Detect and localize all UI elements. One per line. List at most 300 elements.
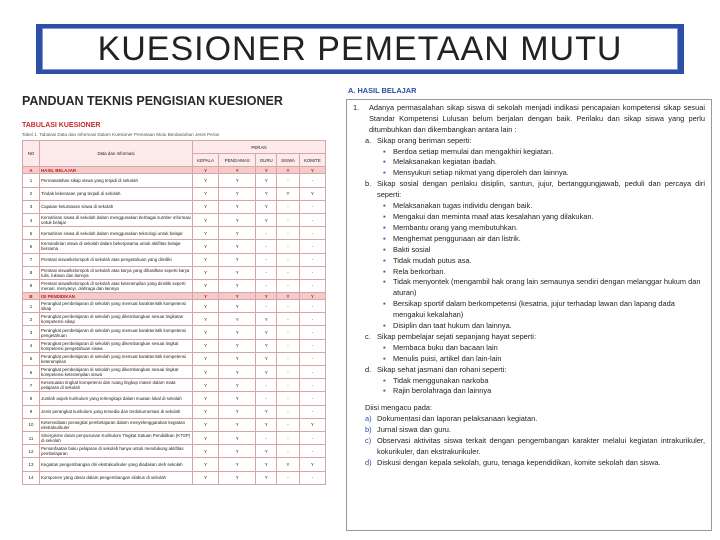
- role-mark: Y: [277, 187, 299, 200]
- role-mark: Y: [193, 326, 219, 339]
- role-mark: Y: [256, 213, 277, 226]
- bullet-text: Melaksanakan kegiatan ibadah.: [393, 157, 497, 167]
- role-mark: Y: [193, 366, 219, 379]
- role-mark: Y: [193, 200, 219, 213]
- role-mark: -: [299, 227, 325, 240]
- row-number: 6: [23, 366, 40, 379]
- row-description: Pemanfaatan buku pelajaran di sekolah hanya untuk mendukung aktifitas pembelajaran: [40, 445, 193, 458]
- table-row: [23, 227, 326, 240]
- role-mark: Y: [256, 471, 277, 484]
- role-mark: -: [256, 431, 277, 444]
- source-text: Diskusi dengan kepala sekolah, guru, tenaga kependidikan, komite sekolah dan siswa.: [377, 457, 661, 467]
- bullet-icon: ▪: [383, 277, 386, 287]
- row-description: Perangkat pembelajaran di sekolah yang memuat karakteristik kompetensi keterampilan: [40, 352, 193, 365]
- role-mark: -: [277, 300, 299, 313]
- bullet-item: [353, 277, 705, 299]
- guidance-box: [346, 99, 712, 531]
- row-description: Jumlah aspek kurikulum yang terlengkapi dalam muatan lokal di sekolah: [40, 392, 193, 405]
- role-mark: Y: [219, 418, 256, 431]
- role-mark: Y: [256, 187, 277, 200]
- row-number: 8: [23, 266, 40, 279]
- role-mark: -: [256, 227, 277, 240]
- role-mark: Y: [277, 167, 299, 174]
- role-mark: -: [277, 266, 299, 279]
- role-mark: -: [299, 266, 325, 279]
- role-mark: Y: [193, 293, 219, 300]
- table-row: [23, 174, 326, 187]
- role-mark: -: [277, 174, 299, 187]
- table-row: [23, 458, 326, 471]
- subsection-title: [353, 136, 705, 147]
- role-mark: -: [277, 227, 299, 240]
- row-number: 9: [23, 279, 40, 292]
- item-intro: [353, 103, 705, 136]
- role-mark: Y: [256, 418, 277, 431]
- source-label: c): [365, 436, 372, 446]
- row-description: Sinergisme dasar penyusunan Kurikulum Tingkat Satuan Pendidikan (KTSP) di sekolah: [40, 431, 193, 444]
- role-mark: Y: [193, 458, 219, 471]
- role-mark: -: [299, 253, 325, 266]
- row-number: 6: [23, 240, 40, 253]
- role-mark: Y: [219, 352, 256, 365]
- row-description: Perangkat pembelajaran di sekolah yang memuat karakteristik kompetensi pengetahuan: [40, 326, 193, 339]
- subsection-title: [353, 332, 705, 343]
- table-row: [23, 339, 326, 352]
- slide-title: KUESIONER PEMETAAN MUTU: [97, 29, 623, 68]
- table-row: [23, 300, 326, 313]
- bullet-text: Rela berkorban.: [393, 266, 446, 276]
- row-description: Prestasi siswa/kelompok di sekolah atas karya yang dihasilkan seperti karya tulis, lukisan dan lainnya: [40, 266, 193, 279]
- source-item: [353, 425, 705, 436]
- bullet-item: [353, 234, 705, 245]
- role-mark: -: [277, 279, 299, 292]
- role-mark: -: [299, 405, 325, 418]
- table-row: [23, 279, 326, 292]
- col-role-header: KEPALA: [193, 154, 219, 167]
- bullet-text: Menghemat penggunaan air dan listrik.: [393, 233, 521, 243]
- col-role-header: PENGAWAS: [219, 154, 256, 167]
- table-row: [23, 266, 326, 279]
- role-mark: -: [299, 213, 325, 226]
- row-number: 4: [23, 339, 40, 352]
- row-description: Jenis perangkat kurikulum yang tersedia dan terdokumentasi di sekolah: [40, 405, 193, 418]
- row-number: 2: [23, 313, 40, 326]
- bullet-item: [353, 256, 705, 267]
- role-mark: -: [277, 445, 299, 458]
- col-role-header: SISWA: [277, 154, 299, 167]
- subsection-text: Sikap orang beriman seperti:: [377, 135, 472, 145]
- role-mark: Y: [193, 392, 219, 405]
- bullet-text: Menulis puisi, artikel dan lain-lain: [393, 353, 502, 363]
- row-number: 9: [23, 405, 40, 418]
- role-mark: Y: [193, 313, 219, 326]
- role-mark: Y: [219, 213, 256, 226]
- row-description: Kemandirian siswa di sekolah dalam bekerjasama untuk aktifitas belajar bersama: [40, 240, 193, 253]
- bullet-item: [353, 267, 705, 278]
- role-mark: Y: [219, 366, 256, 379]
- role-mark: -: [299, 339, 325, 352]
- role-mark: -: [277, 471, 299, 484]
- subsection-text: Sikap sosial dengan perilaku disiplin, santun, jujur, bertanggungjawab, peduli dan percaya diri seperti:: [377, 179, 705, 200]
- bullet-text: Membantu orang yang membutuhkan.: [393, 222, 518, 232]
- bullet-item: [353, 386, 705, 397]
- table-row: [23, 379, 326, 392]
- role-mark: -: [277, 366, 299, 379]
- row-description: HASIL BELAJAR: [40, 167, 193, 174]
- role-mark: Y: [219, 227, 256, 240]
- bullet-icon: ▪: [383, 201, 386, 211]
- section-row: [23, 167, 326, 174]
- row-number: 3: [23, 326, 40, 339]
- role-mark: -: [256, 379, 277, 392]
- row-number: 1: [23, 174, 40, 187]
- sections-list: [353, 136, 705, 398]
- role-mark: -: [277, 213, 299, 226]
- table-row: [23, 471, 326, 484]
- table-row: [23, 313, 326, 326]
- role-mark: Y: [193, 418, 219, 431]
- item-number: 1.: [353, 102, 360, 112]
- role-mark: Y: [299, 187, 325, 200]
- role-mark: Y: [193, 266, 219, 279]
- row-number: 4: [23, 213, 40, 226]
- role-mark: Y: [193, 253, 219, 266]
- role-mark: Y: [219, 200, 256, 213]
- table-row: [23, 418, 326, 431]
- bullet-item: [353, 201, 705, 212]
- bullet-icon: ▪: [383, 386, 386, 396]
- bullet-text: Tidak mudah putus asa.: [393, 255, 472, 265]
- bullet-item: [353, 343, 705, 354]
- table-row: [23, 240, 326, 253]
- role-mark: Y: [219, 339, 256, 352]
- bullet-item: [353, 147, 705, 158]
- role-mark: Y: [219, 167, 256, 174]
- row-description: ISI PENDIDIKAN: [40, 293, 193, 300]
- role-mark: -: [299, 445, 325, 458]
- role-mark: -: [277, 253, 299, 266]
- role-mark: Y: [256, 352, 277, 365]
- role-mark: Y: [193, 213, 219, 226]
- bullet-text: Membaca buku dan bacaan lain: [393, 342, 498, 352]
- bullet-item: [353, 223, 705, 234]
- row-description: Tindak kekerasan yang terjadi di sekolah: [40, 187, 193, 200]
- role-mark: -: [277, 405, 299, 418]
- role-mark: Y: [219, 392, 256, 405]
- table-row: [23, 445, 326, 458]
- role-mark: Y: [193, 174, 219, 187]
- subsection-title: [353, 179, 705, 201]
- table-body: [23, 167, 326, 484]
- role-mark: Y: [193, 167, 219, 174]
- role-mark: Y: [256, 293, 277, 300]
- subsection-text: Sikap pembelajar sejati sepanjang hayat seperti:: [377, 331, 536, 341]
- role-mark: -: [277, 313, 299, 326]
- bullet-text: Mensyukuri setiap nikmat yang diperoleh dan lainnya.: [393, 168, 569, 178]
- role-mark: Y: [193, 240, 219, 253]
- role-mark: Y: [219, 431, 256, 444]
- col-data-header: Data dan Informasi: [40, 141, 193, 167]
- role-mark: Y: [277, 458, 299, 471]
- section-row: [23, 293, 326, 300]
- bullet-icon: ▪: [383, 222, 386, 232]
- table-row: [23, 392, 326, 405]
- bullet-text: Mengakui dan meminta maaf atas kesalahan yang dilakukan.: [393, 211, 594, 221]
- intro-text: Adanya permasalahan sikap siswa di sekolah menjadi indikasi pencapaian kompetensi sikap sesuai Standar Kompetensi Lulusan belum berjalan dengan baik. Perilaku dan sikap siswa yang perlu ditumbuhkan dan dikembangkan antara lain :: [369, 102, 705, 134]
- row-description: Komponen yang dasar dalam pengembangan silabus di sekolah: [40, 471, 193, 484]
- table-row: [23, 405, 326, 418]
- bullet-item: [353, 354, 705, 365]
- row-number: 10: [23, 418, 40, 431]
- role-mark: Y: [219, 253, 256, 266]
- role-mark: -: [256, 300, 277, 313]
- row-description: Permasalahan sikap siswa yang terjadi di sekolah: [40, 174, 193, 187]
- guide-heading: PANDUAN TEKNIS PENGISIAN KUESIONER: [22, 94, 283, 108]
- row-number: 11: [23, 431, 40, 444]
- subsection-label: b.: [365, 179, 372, 189]
- slide-title-frame: [36, 24, 684, 74]
- role-mark: -: [299, 392, 325, 405]
- role-mark: Y: [299, 418, 325, 431]
- bullet-text: Rajin berolahraga dan lainnya: [393, 386, 492, 396]
- bullet-icon: ▪: [383, 233, 386, 243]
- role-mark: -: [277, 240, 299, 253]
- role-mark: Y: [219, 313, 256, 326]
- role-mark: -: [277, 339, 299, 352]
- role-mark: -: [299, 279, 325, 292]
- subsection-label: d.: [365, 364, 372, 374]
- source-item: [353, 414, 705, 425]
- row-description: Perangkat pembelajaran di sekolah yang memuat karakteristik kompetensi sikap: [40, 300, 193, 313]
- row-number: B: [23, 293, 40, 300]
- row-description: Kesesuaian tingkat kompetensi dan ruang lingkup materi dalam mata pelajaran di sekolah: [40, 379, 193, 392]
- role-mark: -: [299, 366, 325, 379]
- role-mark: Y: [193, 431, 219, 444]
- role-mark: -: [299, 200, 325, 213]
- row-number: 8: [23, 392, 40, 405]
- role-mark: -: [299, 174, 325, 187]
- bullet-icon: ▪: [383, 157, 386, 167]
- role-mark: Y: [219, 458, 256, 471]
- col-role-header: GURU: [256, 154, 277, 167]
- role-mark: Y: [219, 379, 256, 392]
- role-mark: Y: [193, 227, 219, 240]
- row-description: Kemahiran siswa di sekolah dalam menggunakan berbagai sumber informasi untuk belajar: [41, 215, 191, 226]
- role-mark: Y: [219, 293, 256, 300]
- table-row: [23, 326, 326, 339]
- bullet-item: [353, 299, 705, 321]
- bullet-icon: ▪: [383, 353, 386, 363]
- subsection-label: c.: [365, 331, 371, 341]
- bullet-icon: ▪: [383, 299, 386, 309]
- role-mark: Y: [219, 279, 256, 292]
- row-number: 1: [23, 300, 40, 313]
- questionnaire-table: [22, 140, 326, 485]
- col-peran-header: PERAN: [193, 141, 326, 154]
- bullet-icon: ▪: [383, 168, 386, 178]
- role-mark: Y: [299, 458, 325, 471]
- role-mark: Y: [299, 167, 325, 174]
- role-mark: -: [277, 431, 299, 444]
- role-mark: Y: [256, 326, 277, 339]
- role-mark: -: [277, 418, 299, 431]
- bullet-text: Tidak menyontek (mengambil hak orang lain semaunya sendiri dengan melanggar hukum dan aturan): [393, 277, 701, 298]
- source-intro: Diisi mengacu pada:: [365, 403, 432, 413]
- bullet-text: Melaksanakan tugas individu dengan baik.: [393, 201, 533, 211]
- row-number: A: [23, 167, 40, 174]
- col-no-header: NO: [23, 141, 40, 167]
- role-mark: Y: [193, 471, 219, 484]
- source-label: d): [365, 457, 372, 467]
- row-description: Perangkat pembelajaran di sekolah yang dikembangkan sesuai tingkat kompetensi pengetahuan siswa: [40, 339, 193, 352]
- bullet-icon: ▪: [383, 146, 386, 156]
- subsection-text: Sikap sehat jasmani dan rohani seperti:: [377, 364, 507, 374]
- role-mark: -: [256, 240, 277, 253]
- row-number: 7: [23, 253, 40, 266]
- role-mark: -: [299, 326, 325, 339]
- role-mark: Y: [219, 405, 256, 418]
- bullet-icon: ▪: [383, 342, 386, 352]
- role-mark: Y: [219, 174, 256, 187]
- role-mark: -: [299, 300, 325, 313]
- bullet-icon: ▪: [383, 375, 386, 385]
- role-mark: Y: [219, 445, 256, 458]
- row-number: 14: [23, 471, 40, 484]
- role-mark: Y: [193, 279, 219, 292]
- row-number: 5: [23, 352, 40, 365]
- role-mark: Y: [219, 187, 256, 200]
- role-mark: Y: [256, 313, 277, 326]
- role-mark: -: [256, 279, 277, 292]
- bullet-icon: ▪: [383, 244, 386, 254]
- role-mark: Y: [256, 366, 277, 379]
- role-mark: -: [299, 379, 325, 392]
- row-description: Prestasi siswa/kelompok di sekolah atas pengetahuan yang dimiliki: [40, 253, 193, 266]
- table-row: [23, 253, 326, 266]
- bullet-icon: ▪: [383, 321, 386, 331]
- role-mark: Y: [256, 174, 277, 187]
- source-text: Dokumentasi dan laporan pelaksanaan kegiatan.: [377, 414, 538, 424]
- role-mark: -: [277, 200, 299, 213]
- bullet-text: Bersikap sportif dalam berkompetensi (kesatria, jujur terhadap lawan dan lapang dada mengakui kekalahan): [393, 299, 675, 320]
- source-text: Jurnal siswa dan guru.: [377, 425, 451, 435]
- table-row: [23, 187, 326, 200]
- role-mark: -: [256, 392, 277, 405]
- row-description: Perangkat pembelajaran di sekolah yang dikembangkan sesuai tingkat kompetensi keterampilan siswa: [40, 366, 193, 379]
- role-mark: -: [277, 326, 299, 339]
- bullet-text: Disiplin dan taat hukum dan lainnya.: [393, 321, 512, 331]
- role-mark: Y: [193, 339, 219, 352]
- role-mark: Y: [256, 167, 277, 174]
- bullet-icon: ▪: [383, 255, 386, 265]
- row-number: 12: [23, 445, 40, 458]
- role-mark: Y: [193, 379, 219, 392]
- bullet-icon: ▪: [383, 211, 386, 221]
- table-row: [23, 352, 326, 365]
- role-mark: Y: [219, 240, 256, 253]
- role-mark: Y: [256, 445, 277, 458]
- role-mark: -: [256, 253, 277, 266]
- row-number: 3: [23, 200, 40, 213]
- table-caption: Tabel 1. Tabulasi Data dan Informasi Dalam Kuesioner Pemetaan Mutu Berdasarkan Jenis Peran: [22, 132, 220, 137]
- role-mark: -: [277, 352, 299, 365]
- row-description: Kegiatan pengembangan diri ekstrakurikuler yang diadakan oleh sekolah: [40, 458, 193, 471]
- source-label: a): [365, 414, 372, 424]
- role-mark: Y: [219, 300, 256, 313]
- bullet-item: [353, 321, 705, 332]
- right-panel: [346, 86, 712, 536]
- row-description: Ketersediaan perangkat pembelajaran dalam menyelenggarakan kegiatan ekstrakurikuler: [40, 418, 193, 431]
- subsection-label: a.: [365, 135, 372, 145]
- source-item: [353, 436, 705, 458]
- role-mark: Y: [193, 445, 219, 458]
- row-description: Capaian ketuntasan siswa di sekolah: [40, 200, 193, 213]
- role-mark: Y: [256, 405, 277, 418]
- role-mark: -: [299, 313, 325, 326]
- role-mark: Y: [219, 471, 256, 484]
- bullet-item: [353, 157, 705, 168]
- role-mark: -: [299, 471, 325, 484]
- source-label: b): [365, 425, 372, 435]
- bullet-text: Tidak menggunakan narkoba: [393, 375, 489, 385]
- source-text: Observasi aktivitas siswa terkait dengan pengembangan karakter melalui kegiatan intrakurikuler, kokurikuler, dan ekstrakurikuler.: [377, 436, 705, 456]
- row-number: 5: [23, 227, 40, 240]
- role-mark: Y: [193, 187, 219, 200]
- row-description: Kemahiran siswa di sekolah dalam menggunakan teknologi untuk belajar: [40, 227, 193, 240]
- source-item: [353, 458, 705, 469]
- col-role-header: KOMITE: [299, 154, 325, 167]
- bullet-text: Bakti sosial: [393, 244, 431, 254]
- bullet-item: [353, 212, 705, 223]
- table-row: [23, 200, 326, 213]
- sources-list: [353, 414, 705, 469]
- role-mark: Y: [219, 326, 256, 339]
- role-mark: Y: [193, 300, 219, 313]
- row-description: Prestasi siswa/kelompok di sekolah atas keterampilan yang dimiliki seperti menari, menyanyi, olahraga dan lainnya: [40, 279, 193, 292]
- role-mark: Y: [277, 293, 299, 300]
- bullet-icon: ▪: [383, 266, 386, 276]
- bullet-item: [353, 376, 705, 387]
- role-mark: Y: [299, 293, 325, 300]
- role-mark: Y: [256, 200, 277, 213]
- role-mark: -: [277, 379, 299, 392]
- subsection-title: [353, 365, 705, 376]
- role-mark: -: [299, 431, 325, 444]
- role-mark: Y: [219, 266, 256, 279]
- row-description: Perangkat pembelajaran di sekolah yang dikembangkan sesuai tingkatan kompetensi sikap: [40, 313, 193, 326]
- bullet-text: Berdoa setiap memulai dan mengakhiri kegiatan.: [393, 146, 554, 156]
- bullet-item: [353, 245, 705, 256]
- role-mark: -: [299, 352, 325, 365]
- bullet-item: [353, 168, 705, 179]
- tabulation-heading: TABULASI KUESIONER: [22, 122, 101, 129]
- role-mark: Y: [193, 352, 219, 365]
- role-mark: Y: [193, 405, 219, 418]
- role-mark: -: [256, 266, 277, 279]
- table-row: [23, 366, 326, 379]
- table-row: [23, 431, 326, 444]
- role-mark: Y: [256, 458, 277, 471]
- left-panel: [22, 88, 340, 528]
- role-mark: -: [299, 240, 325, 253]
- row-number: 7: [23, 379, 40, 392]
- slide-title-box: [42, 28, 678, 70]
- table-row: [23, 213, 326, 226]
- row-number: 2: [23, 187, 40, 200]
- role-mark: Y: [256, 339, 277, 352]
- section-heading: A. HASIL BELAJAR: [348, 86, 417, 95]
- role-mark: -: [277, 392, 299, 405]
